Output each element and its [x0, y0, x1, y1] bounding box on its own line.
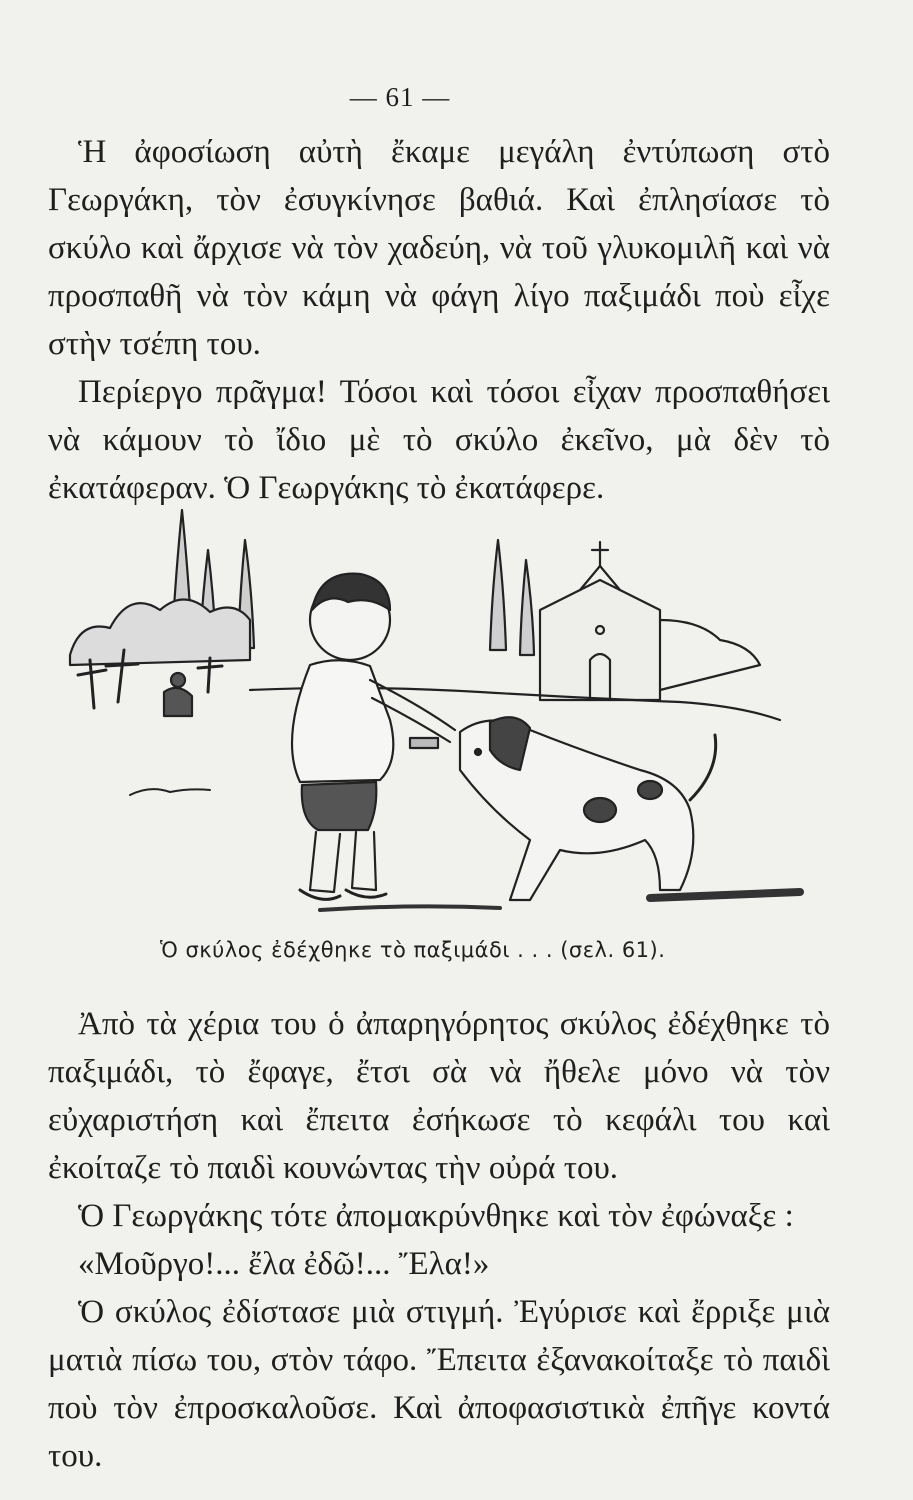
- paragraph: «Μοῦργο!... ἔλα ἐδῶ!... Ἔλα!»: [78, 1246, 490, 1282]
- paragraph: Περίεργο πρᾶγμα! Τόσοι καὶ τόσοι εἶχαν προσπαθήσει νὰ κάμουν τὸ ἴδιο μὲ τὸ σκύλο ἐκεῖνο, μὰ δὲν τὸ ἐκατάφεραν. Ὁ Γεωργάκης τὸ ἐκατάφερε.: [48, 374, 830, 506]
- illustration-caption: Ὁ σκύλος ἐδέχθηκε τὸ παξιμάδι . . . (σελ. 61).: [160, 938, 666, 962]
- ground-shadow: [320, 906, 500, 910]
- cemetery-bushes: [70, 599, 250, 665]
- boy-feeding-dog-illustration: [60, 470, 820, 940]
- text-block-top: [48, 128, 830, 512]
- boy: [292, 574, 455, 900]
- paragraph: Ἀπὸ τὰ χέρια του ὁ ἀπαρηγόρητος σκύλος ἐδέχθηκε τὸ παξιμάδι, τὸ ἔφαγε, ἔτσι σὰ νὰ ἤθελε μόνο νὰ τὸν εὐχαριστήση καὶ ἔπειτα ἐσήκωσε τὸ κεφάλι του καὶ ἐκοίταζε τὸ παιδὶ κουνώντας τὴν οὐρά του.: [48, 1006, 830, 1186]
- dog: [460, 717, 716, 900]
- text-block-bottom: [48, 1000, 830, 1480]
- church: [540, 542, 760, 700]
- biscuit: [410, 738, 438, 748]
- kneeling-figure: [164, 673, 192, 716]
- page-number: — 61 —: [349, 82, 451, 112]
- paragraph: Ὁ σκύλος ἐδίστασε μιὰ στιγμή. Ἐγύρισε καὶ ἔρριξε μιὰ ματιὰ πίσω του, στὸν τάφο. Ἔπειτα ἐξανακοίταξε τὸ παιδὶ ποὺ τὸν ἐπροσκαλοῦσε. Καὶ ἀποφασιστικὰ ἐπῆγε κοντά του.: [48, 1294, 830, 1474]
- paragraph: Ἡ ἀφοσίωση αὐτὴ ἔκαμε μεγάλη ἐντύπωση στὸ Γεωργάκη, τὸν ἐσυγκίνησε βαθιά. Καὶ ἐπλησίασε τὸ σκύλο καὶ ἄρχισε νὰ τὸν χαδεύη, νὰ τοῦ γλυκομιλῆ καὶ νὰ προσπαθῆ νὰ τὸν κάμη νὰ φάγη λίγο παξιμάδι ποὺ εἶχε στὴν τσέπη του.: [48, 134, 830, 362]
- paragraph: Ὁ Γεωργάκης τότε ἀπομακρύνθηκε καὶ τὸν ἐφώναξε :: [78, 1198, 794, 1234]
